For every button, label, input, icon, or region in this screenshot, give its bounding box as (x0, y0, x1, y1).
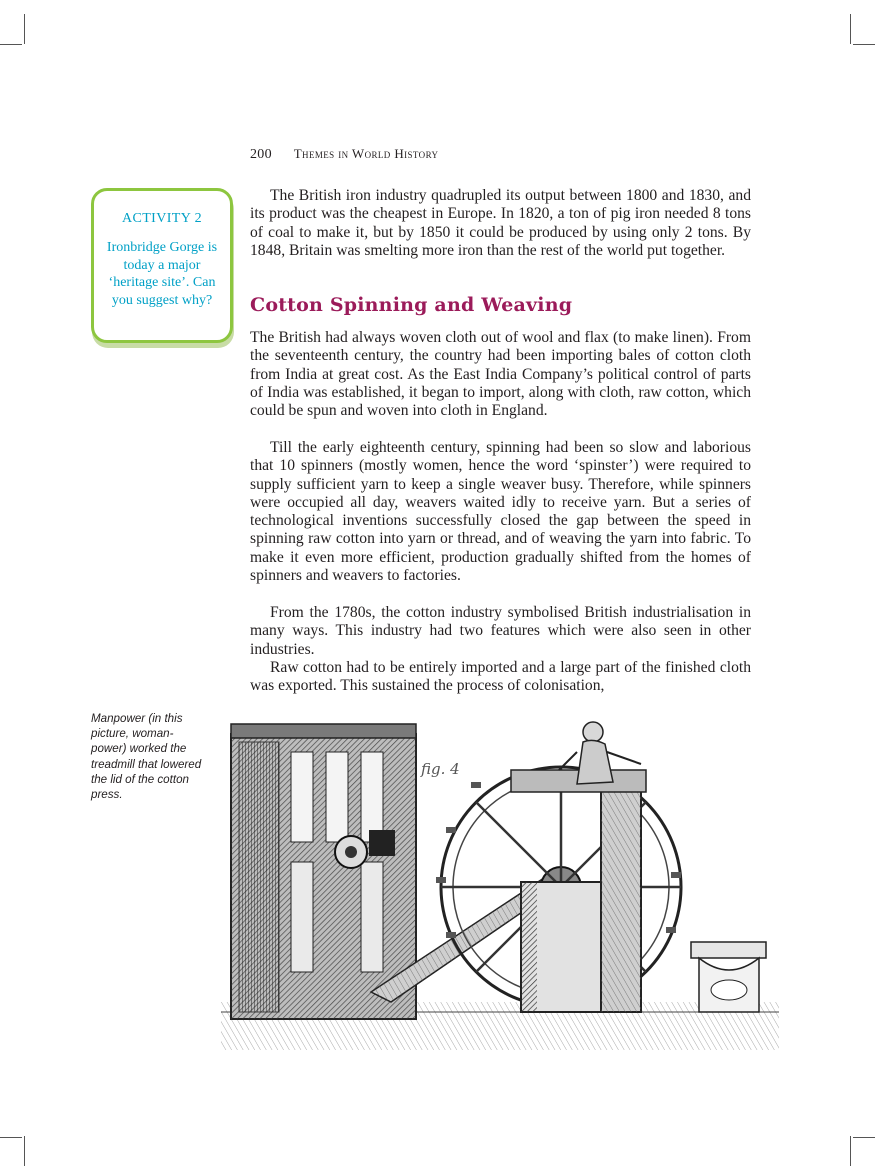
crop-mark-top-left (0, 44, 22, 45)
book-title: Themes in World History (293, 146, 439, 161)
paragraph-cotton-symbol: From the 1780s, the cotton industry symbolised British industrialisation in many ways. This industry had two features which were also seen in other industries. (250, 604, 751, 658)
page-number: 200 (250, 147, 272, 162)
paragraph-spinning: Till the early eighteenth century, spinning had been so slow and laborious that 10 spinners (mostly women, hence the word ‘spinster’) were required to supply sufficient yarn to keep a single weaver busy. Therefore, while spinners were occupied all day, weavers waited idly to receive yarn. But a series of technological inventions successfully closed the gap between the speed in spinning raw cotton into yarn or thread, and of weaving the yarn into fabric. To make it even more efficient, production gradually shifted from the homes of spinners and weavers to factories. (250, 439, 751, 585)
cotton-press-illustration (221, 712, 779, 1050)
crop-mark-bottom-right (853, 1137, 875, 1138)
illustration-inscription: fig. 4 (421, 760, 460, 778)
running-head (250, 146, 438, 163)
activity-title: ACTIVITY 2 (121, 211, 203, 226)
paragraph-cloth: The British had always woven cloth out of wool and flax (to make linen). From the seventeenth century, the country had been importing bales of cotton cloth from India at great cost. As the East India Company’s political control of parts of India was established, it began to import, along with cloth, raw cotton, which could be spun and woven into cloth in England. (250, 329, 751, 420)
activity-text: Ironbridge Gorge is today a major ‘heritage site’. Can you suggest why? (106, 240, 218, 308)
crop-mark-top-right (850, 14, 851, 44)
crop-mark-bottom-right (850, 1136, 851, 1166)
paragraph-raw-cotton: Raw cotton had to be entirely imported and a large part of the finished cloth was exported. This sustained the process of colonisation, (250, 659, 751, 695)
figure-caption: Manpower (in this picture, woman-power) worked the treadmill that lowered the lid of the cotton press. (91, 712, 202, 802)
crop-mark-top-right (853, 44, 875, 45)
crop-mark-bottom-left (0, 1137, 22, 1138)
paragraph-iron-industry: The British iron industry quadrupled its output between 1800 and 1830, and its product was the cheapest in Europe. In 1820, a ton of pig iron needed 8 tons of coal to make it, but by 1850 it could be produced by using only 2 tons. By 1848, Britain was smelting more iron than the rest of the world put together. (250, 187, 751, 259)
crop-mark-top-left (24, 14, 25, 44)
crop-mark-bottom-left (24, 1136, 25, 1166)
activity-box (91, 188, 233, 343)
section-heading: Cotton Spinning and Weaving (250, 294, 573, 316)
